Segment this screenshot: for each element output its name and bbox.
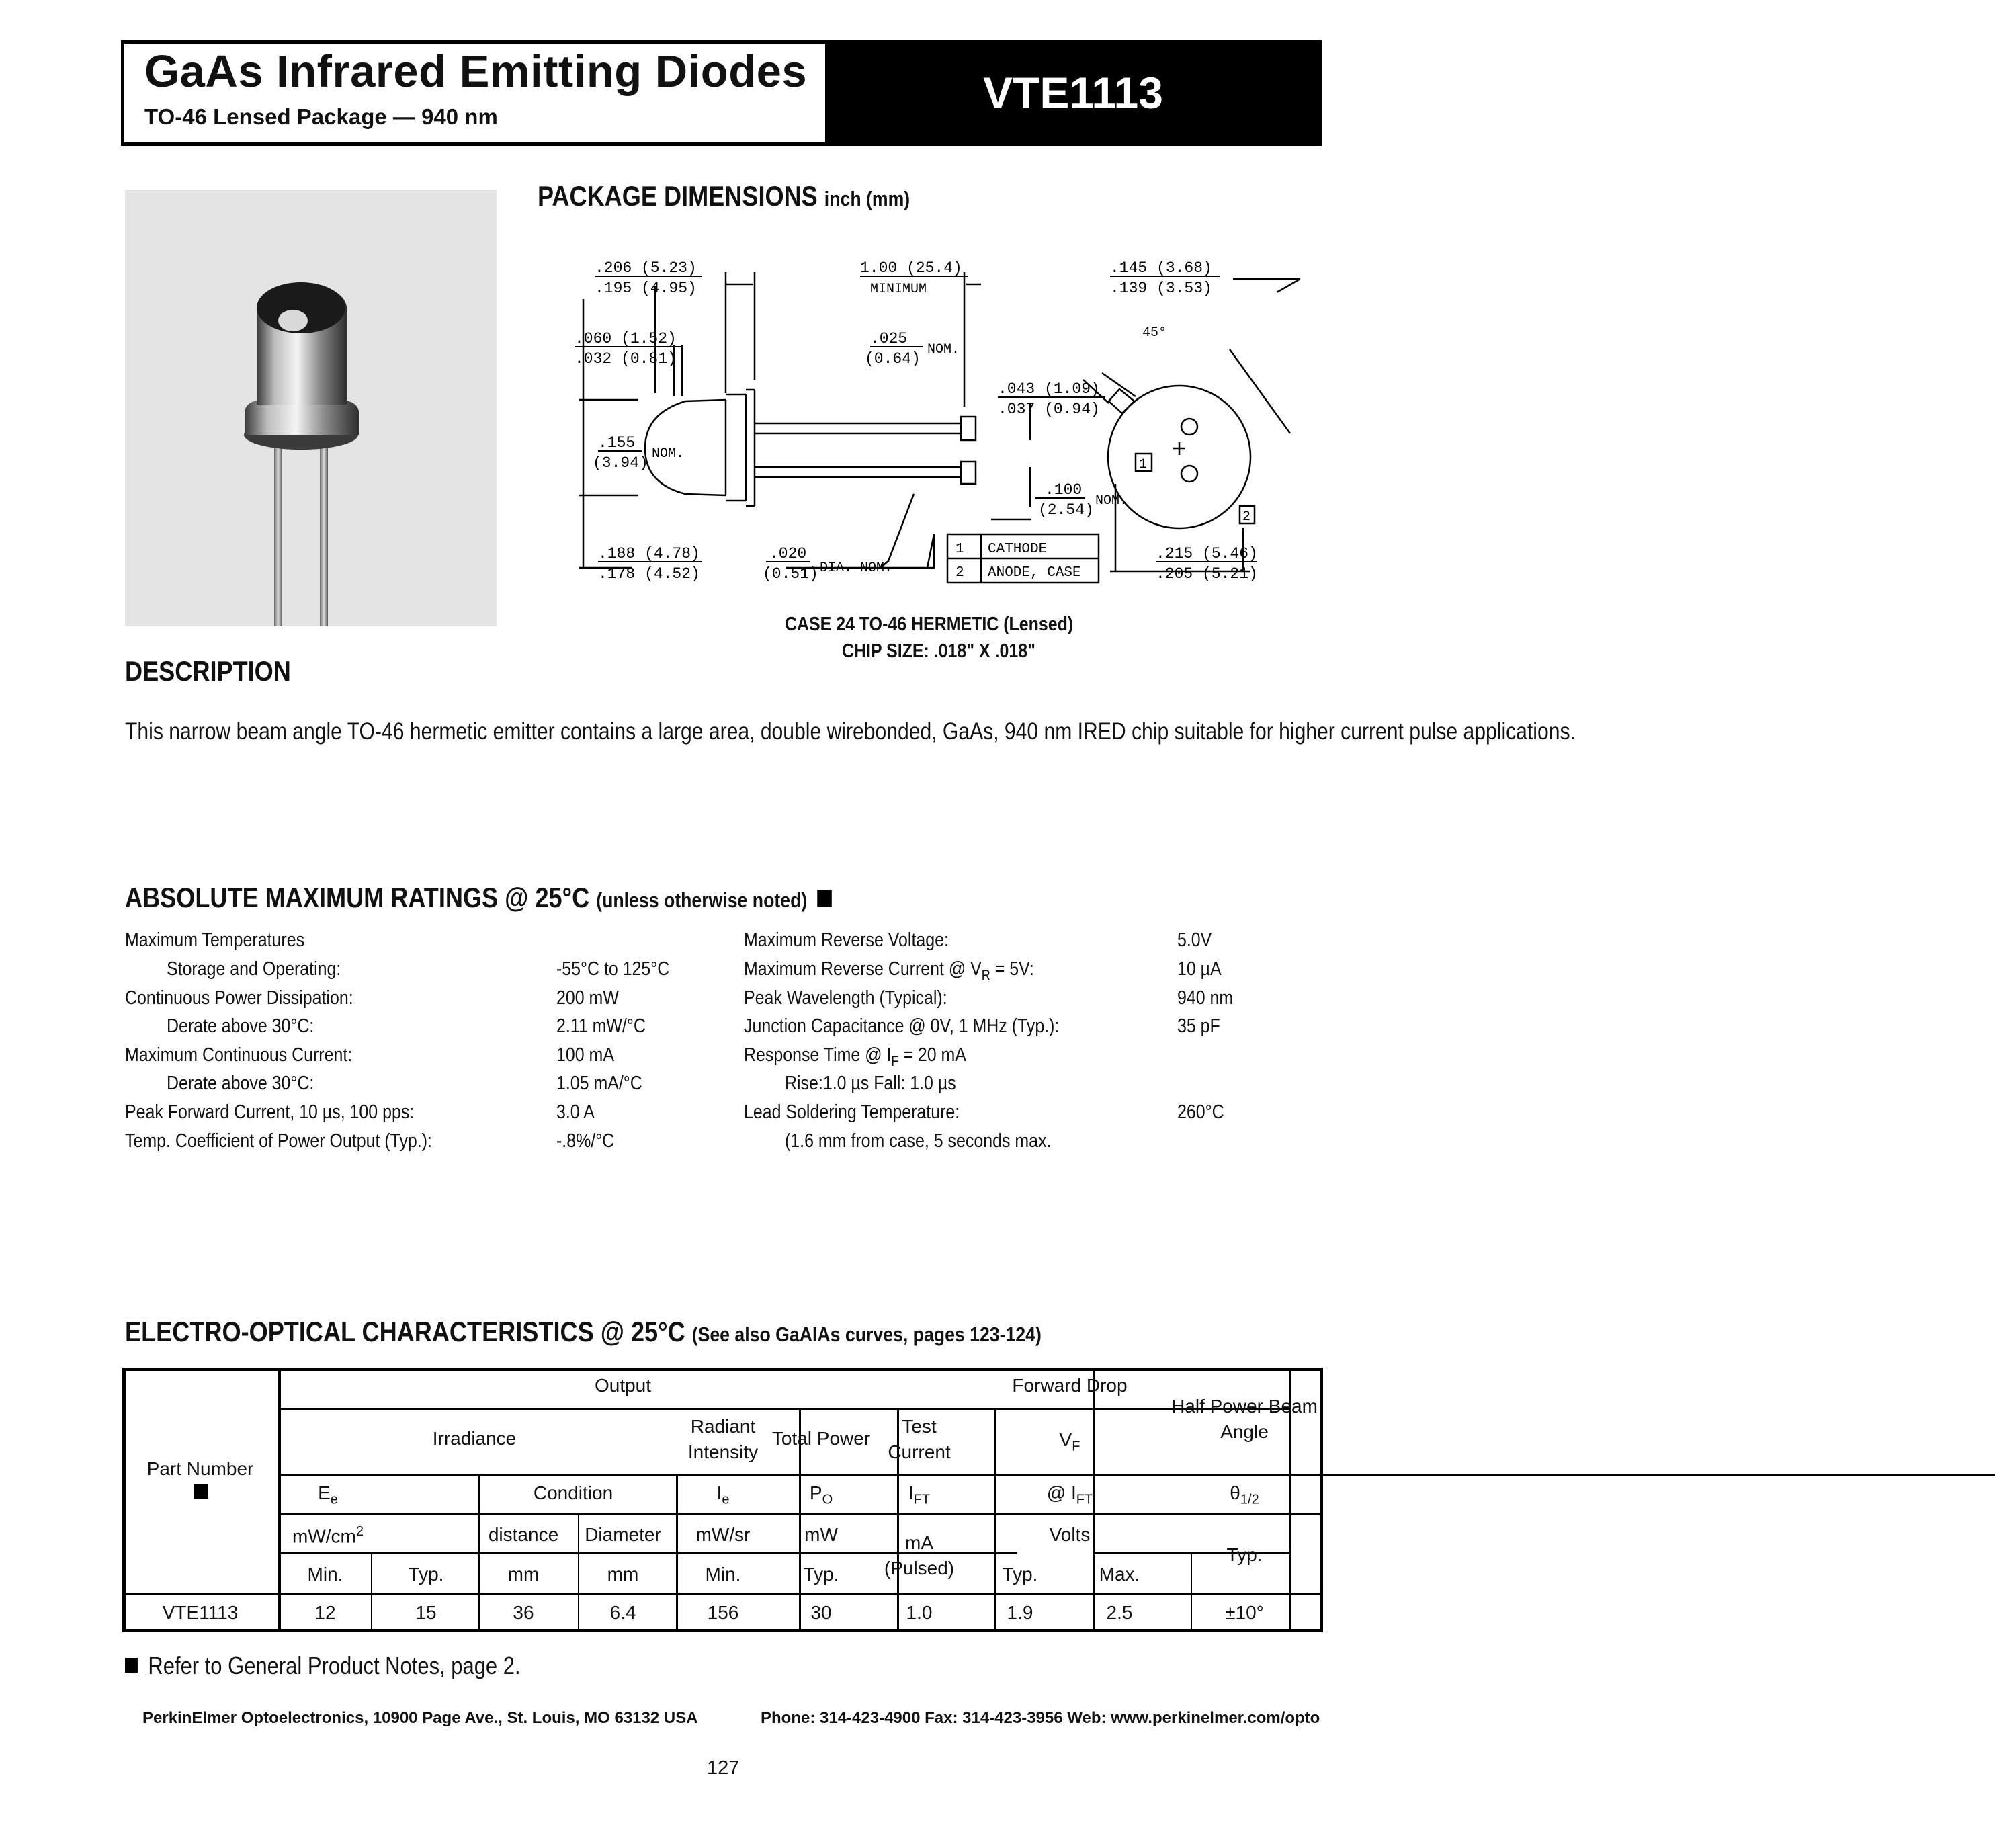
- rating-left-value-5: 1.05 mA/°C: [556, 1073, 642, 1094]
- rating-right-label-4-text: Response Time @ I: [744, 1044, 892, 1066]
- rating-left-value-7: -.8%/°C: [556, 1130, 615, 1152]
- table-row-distance: 36: [513, 1602, 534, 1623]
- dim-lead-square-mm: (0.64): [865, 350, 921, 368]
- table-row-vf-typ: 1.9: [1007, 1602, 1033, 1623]
- package-dimensions-title: PACKAGE DIMENSIONS: [538, 180, 818, 212]
- th-typ-3: Typ.: [1002, 1564, 1038, 1585]
- dim-flange-max: .060 (1.52): [575, 330, 677, 347]
- th-po-main: P: [809, 1482, 822, 1503]
- th-ee-main: E: [318, 1482, 331, 1503]
- table-row-vf-max: 2.5: [1106, 1602, 1133, 1623]
- th-unit-ma-2: (Pulsed): [884, 1558, 955, 1579]
- dim-tab-width-min: .037 (0.94): [998, 401, 1100, 418]
- th-output: Output: [594, 1375, 652, 1396]
- rating-right-label-4: [744, 1044, 966, 1070]
- th-ift: [908, 1482, 930, 1508]
- th-part-number: Part Number: [146, 1458, 254, 1479]
- table-row-diameter: 6.4: [609, 1602, 636, 1623]
- rating-left-label-5: Derate above 30°C:: [167, 1073, 314, 1094]
- ratings-heading: [125, 882, 832, 914]
- rating-left-value-4: 100 mA: [556, 1044, 614, 1066]
- rating-right-label-0: Maximum Reverse Voltage:: [744, 929, 949, 951]
- th-unit-ma-1: mA: [905, 1532, 933, 1553]
- th-test-2: Current: [888, 1441, 951, 1462]
- th-theta-sub: 1/2: [1240, 1492, 1259, 1507]
- th-total-power: Total Power: [771, 1428, 871, 1449]
- pin2-number: 2: [956, 565, 964, 581]
- dim-tab-max: .145 (3.68): [1110, 259, 1212, 277]
- th-mm-1: mm: [507, 1564, 540, 1585]
- dim-tab-angle: 45°: [1142, 325, 1167, 341]
- eo-title: ELECTRO-OPTICAL CHARACTERISTICS @ 25°C: [125, 1316, 685, 1347]
- th-unit-mw: mW: [804, 1524, 838, 1545]
- th-theta: [1230, 1482, 1259, 1508]
- dim-flange-min: .032 (0.81): [575, 350, 677, 368]
- general-notes-reference: [125, 1652, 521, 1680]
- th-at-ift-sub: FT: [1076, 1492, 1093, 1507]
- dim-lead-spacing: .100: [1045, 481, 1083, 499]
- dim-lens-length-min: .195 (4.95): [595, 280, 697, 297]
- dim-lead-dia-nom: DIA. NOM.: [820, 560, 893, 576]
- rating-right-label-1: [744, 958, 1034, 984]
- rating-right-value-0: 5.0V: [1177, 929, 1212, 951]
- th-unit-irr-sup: 2: [355, 1524, 364, 1539]
- th-unit-distance: distance: [488, 1524, 559, 1545]
- th-vf-main: V: [1059, 1429, 1072, 1450]
- rating-left-value-1: -55°C to 125°C: [556, 958, 670, 980]
- rating-left-label-1: Storage and Operating:: [167, 958, 341, 980]
- page-subtitle: TO-46 Lensed Package — 940 nm: [144, 104, 498, 129]
- dim-flange-dia-max: .188 (4.78): [598, 545, 700, 562]
- rating-right-label-1-text: Maximum Reverse Current @ V: [744, 958, 982, 980]
- th-at-ift: [1047, 1482, 1093, 1508]
- footer-contact: Phone: 314-423-4900 Fax: 314-423-3956 Web: www.perkinelmer.com/opto: [761, 1709, 1320, 1727]
- dim-lens-length-max: .206 (5.23): [595, 259, 697, 277]
- th-unit-typ-angle: Typ.: [1226, 1544, 1263, 1565]
- th-test-1: Test: [902, 1416, 937, 1437]
- th-forward-drop: Forward Drop: [1012, 1375, 1128, 1396]
- description-text: This narrow beam angle TO-46 hermetic emitter contains a large area, double wirebonded, GaAs, 940 nm IRED chip suitable for higher current pulse applications.: [125, 718, 1576, 745]
- description-heading: DESCRIPTION: [125, 655, 291, 687]
- th-condition: Condition: [533, 1482, 613, 1503]
- ratings-title: ABSOLUTE MAXIMUM RATINGS @ 25°C: [125, 882, 590, 913]
- rating-right-label-2: Peak Wavelength (Typical):: [744, 987, 947, 1009]
- package-dimensions-unit: inch (mm): [824, 187, 910, 210]
- end-view-lead1-label: 1: [1139, 457, 1148, 472]
- rating-right-value-3: 35 pF: [1177, 1015, 1220, 1037]
- page-number: 127: [707, 1757, 740, 1779]
- th-ee-sub: e: [330, 1492, 338, 1507]
- rating-right-label-4-sub: F: [891, 1053, 899, 1069]
- rating-left-label-4: Maximum Continuous Current:: [125, 1044, 353, 1066]
- th-irradiance: Irradiance: [432, 1428, 517, 1449]
- footer-address: PerkinElmer Optoelectronics, 10900 Page Ave., St. Louis, MO 63132 USA: [142, 1709, 698, 1727]
- th-max-1: Max.: [1099, 1564, 1140, 1585]
- dim-lead-spacing-nom: NOM.: [1095, 493, 1128, 509]
- dim-flange-dia-min: .178 (4.52): [598, 565, 700, 583]
- th-unit-irr-main: mW/cm: [292, 1525, 356, 1547]
- dim-lead-square-nom: NOM.: [927, 342, 960, 358]
- th-half-power-1: Half Power Beam: [1171, 1396, 1318, 1417]
- table-row-ie-min: 156: [707, 1602, 739, 1623]
- product-photo: [125, 190, 497, 626]
- rating-left-label-6: Peak Forward Current, 10 µs, 100 pps:: [125, 1101, 415, 1123]
- th-unit-irradiance: [292, 1524, 364, 1547]
- table-row-ee-min: 12: [314, 1602, 336, 1623]
- dim-body-dia: .155: [598, 434, 636, 452]
- th-theta-main: θ: [1230, 1482, 1240, 1503]
- th-ie-sub: e: [722, 1492, 730, 1507]
- th-unit-volts: Volts: [1049, 1524, 1091, 1545]
- eo-heading: [125, 1316, 1042, 1348]
- rating-left-value-2: 200 mW: [556, 987, 619, 1009]
- rating-left-value-6: 3.0 A: [556, 1101, 595, 1123]
- rating-left-value-3: 2.11 mW/°C: [556, 1015, 646, 1037]
- case-designation: CASE 24 TO-46 HERMETIC (Lensed): [785, 614, 1074, 635]
- pin2-label: ANODE, CASE: [988, 565, 1081, 581]
- diode-photo-graphic: [125, 190, 497, 626]
- pin1-number: 1: [956, 542, 964, 557]
- dim-lead-square: .025: [870, 330, 908, 347]
- dim-body-dia-nom: NOM.: [652, 446, 685, 462]
- th-radiant-1: Radiant: [690, 1416, 756, 1437]
- th-unit-mwsr: mW/sr: [695, 1524, 751, 1545]
- rating-right-label-1-after: = 5V:: [990, 958, 1034, 980]
- th-typ-2: Typ.: [803, 1564, 839, 1585]
- th-min-2: Min.: [705, 1564, 741, 1585]
- part-number-note-square-icon: [194, 1484, 208, 1499]
- dim-lead-length-note: MINIMUM: [870, 282, 927, 297]
- rating-left-label-7: Temp. Coefficient of Power Output (Typ.):: [125, 1130, 432, 1152]
- th-at-ift-main: @ I: [1046, 1482, 1076, 1503]
- th-ie-main: I: [716, 1482, 722, 1503]
- th-ie: [717, 1482, 730, 1508]
- dim-lead-spacing-mm: (2.54): [1038, 501, 1094, 519]
- th-unit-diameter: Diameter: [585, 1524, 661, 1545]
- page-title: GaAs Infrared Emitting Diodes: [144, 46, 808, 97]
- table-row-ee-typ: 15: [415, 1602, 437, 1623]
- ratings-note: (unless otherwise noted): [596, 888, 808, 912]
- rating-right-label-6: Lead Soldering Temperature:: [744, 1101, 960, 1123]
- dim-lead-dia: .020: [769, 545, 807, 562]
- package-dimensions-drawing: [564, 252, 1317, 588]
- dim-lead-dia-mm: (0.51): [763, 565, 818, 583]
- part-number-heading: VTE1113: [983, 68, 1163, 118]
- pin1-label: CATHODE: [988, 542, 1048, 557]
- th-ee: [318, 1482, 338, 1508]
- eo-note: (See also GaAIAs curves, pages 123-124): [691, 1322, 1042, 1346]
- dim-lead-length: 1.00 (25.4): [860, 259, 962, 277]
- th-po: [810, 1482, 833, 1508]
- th-radiant-2: Intensity: [687, 1441, 759, 1462]
- th-vf: [1060, 1429, 1080, 1455]
- rating-right-label-3: Junction Capacitance @ 0V, 1 MHz (Typ.):: [744, 1015, 1060, 1037]
- table-row-po-typ: 30: [810, 1602, 832, 1623]
- rating-left-label-2: Continuous Power Dissipation:: [125, 987, 353, 1009]
- th-half-power-2: Angle: [1220, 1421, 1269, 1442]
- rating-right-label-1-sub: R: [981, 967, 990, 983]
- dim-body-dia-mm: (3.94): [593, 454, 648, 472]
- package-dimensions-heading: [538, 180, 910, 212]
- th-vf-sub: F: [1072, 1439, 1080, 1454]
- th-min-1: Min.: [307, 1564, 343, 1585]
- th-po-sub: O: [822, 1492, 833, 1507]
- table-row-angle: ±10°: [1225, 1602, 1264, 1623]
- rating-left-label-0: Maximum Temperatures: [125, 929, 305, 951]
- dim-tab-width-max: .043 (1.09): [998, 380, 1100, 398]
- dim-can-dia-max: .215 (5.46): [1156, 545, 1258, 562]
- ratings-note-square-icon: [817, 890, 832, 907]
- rating-left-label-3: Derate above 30°C:: [167, 1015, 314, 1037]
- th-ift-main: I: [908, 1482, 914, 1503]
- th-mm-2: mm: [607, 1564, 639, 1585]
- rating-right-value-6: 260°C: [1177, 1101, 1224, 1123]
- note-square-icon: [125, 1658, 138, 1673]
- table-row-ift: 1.0: [906, 1602, 933, 1623]
- rating-right-label-5: Rise:1.0 µs Fall: 1.0 µs: [785, 1073, 956, 1094]
- table-row-part: VTE1113: [162, 1602, 239, 1623]
- rating-right-value-1: 10 µA: [1177, 958, 1222, 980]
- th-typ-1: Typ.: [408, 1564, 444, 1585]
- th-ift-sub: FT: [913, 1492, 931, 1507]
- rating-right-label-7: (1.6 mm from case, 5 seconds max.: [785, 1130, 1052, 1152]
- rating-right-label-4-after: = 20 mA: [898, 1044, 966, 1066]
- end-view-lead2-label: 2: [1242, 509, 1251, 525]
- dim-can-dia-min: .205 (5.21): [1156, 565, 1258, 583]
- dim-tab-min: .139 (3.53): [1110, 280, 1212, 297]
- note-text: Refer to General Product Notes, page 2.: [148, 1652, 521, 1679]
- rating-right-value-2: 940 nm: [1177, 987, 1234, 1009]
- chip-size: CHIP SIZE: .018" X .018": [842, 640, 1035, 662]
